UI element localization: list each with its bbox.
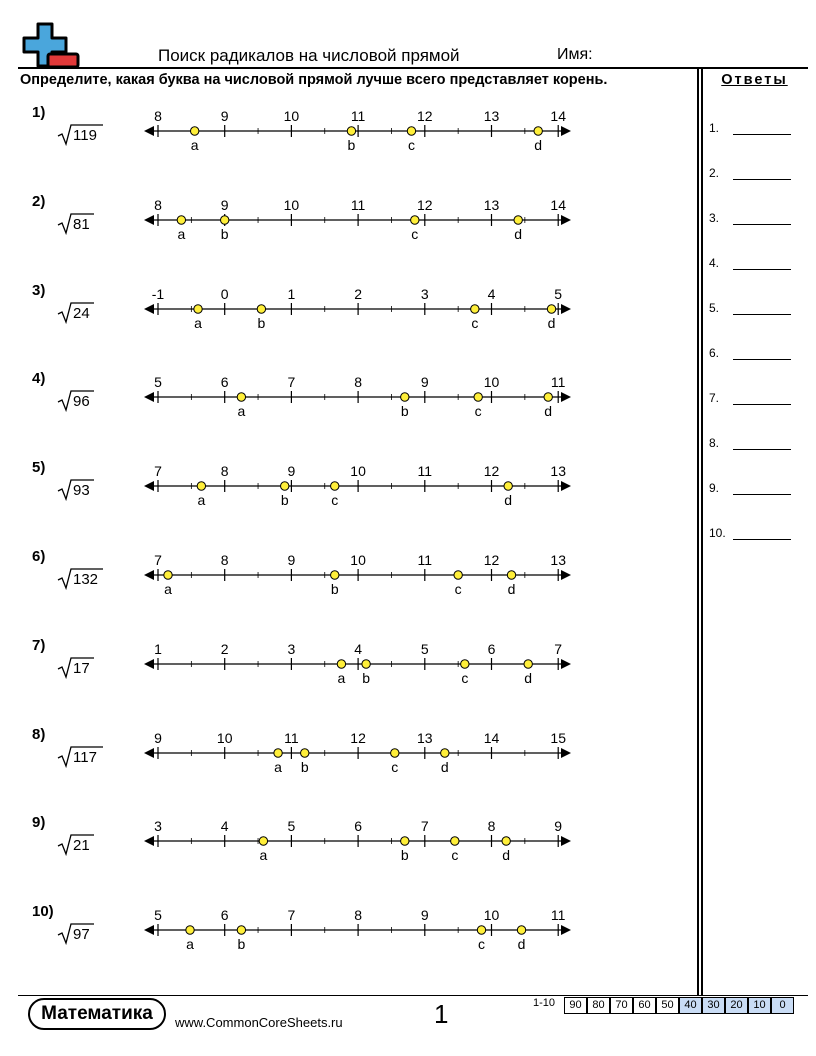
tick-label: 10	[350, 463, 366, 480]
arrow-right-icon	[561, 659, 571, 669]
answer-blank[interactable]	[733, 314, 791, 315]
tick-label: 13	[483, 108, 500, 124]
problem-number: 9)	[32, 814, 46, 832]
point-label: b	[347, 137, 356, 153]
answer-blank[interactable]	[733, 179, 791, 180]
arrow-right-icon	[561, 304, 571, 314]
tick-label: 8	[154, 108, 162, 124]
point-marker	[474, 393, 482, 401]
tick-label: 8	[220, 463, 229, 480]
radical-expression	[56, 832, 116, 858]
page-number: 1	[434, 999, 449, 1029]
plus-minus-logo	[22, 22, 80, 70]
point-label: a	[177, 225, 186, 242]
point-marker	[190, 127, 198, 135]
tick-label: 3	[154, 818, 162, 835]
tick-label: 4	[354, 640, 362, 657]
radical-expression	[56, 566, 116, 592]
number-line	[140, 367, 580, 427]
tick-label: 12	[483, 463, 500, 480]
tick-label: 11	[417, 463, 433, 480]
arrow-right-icon	[561, 836, 571, 846]
answer-number: 5.	[709, 301, 720, 315]
footer-divider	[18, 995, 808, 996]
tick-label: 7	[287, 907, 296, 924]
tick-label: 6	[487, 640, 496, 657]
point-label: a	[186, 936, 194, 953]
point-label: c	[411, 225, 419, 242]
point-label: a	[164, 581, 172, 597]
tick-label: 6	[220, 374, 229, 391]
answer-number: 4.	[709, 256, 720, 270]
point-marker	[544, 393, 552, 401]
tick-label: 9	[220, 196, 229, 213]
point-label: c	[331, 492, 339, 509]
header-divider	[18, 67, 808, 69]
score-cell: 70	[610, 997, 633, 1014]
radicand: 117	[73, 748, 97, 766]
site-url[interactable]: www.CommonCoreSheets.ru	[175, 1015, 343, 1030]
tick-label: 2	[220, 640, 229, 657]
answer-number: 2.	[709, 166, 720, 180]
answer-number: 8.	[709, 436, 720, 450]
tick-label: 8	[154, 196, 162, 213]
point-label: b	[330, 581, 339, 597]
point-marker	[411, 216, 419, 224]
radicand: 96	[73, 393, 90, 411]
radical-expression	[56, 122, 116, 148]
tick-label: 10	[483, 374, 500, 391]
point-marker	[477, 926, 485, 934]
number-line	[140, 456, 580, 516]
point-label: b	[237, 936, 246, 953]
arrow-left-icon	[144, 659, 154, 669]
problem-number: 10)	[32, 903, 54, 921]
tick-label: 6	[354, 818, 362, 835]
point-label: c	[407, 137, 415, 153]
problem-number: 2)	[32, 192, 46, 210]
tick-label: 4	[487, 285, 496, 302]
radicand: 132	[73, 571, 99, 588]
point-label: b	[400, 847, 409, 864]
tick-label: 13	[550, 463, 566, 480]
point-label: d	[502, 847, 511, 864]
point-marker	[547, 304, 555, 312]
problem-number: 1)	[32, 104, 46, 121]
score-cell: 30	[702, 997, 725, 1014]
answer-blank[interactable]	[733, 494, 791, 495]
point-label: c	[454, 581, 462, 597]
point-marker	[391, 748, 399, 756]
score-cell: 60	[633, 997, 656, 1014]
point-marker	[281, 482, 289, 490]
point-marker	[524, 660, 532, 668]
answer-number: 3.	[709, 211, 720, 225]
score-range-label: 1-10	[533, 997, 556, 1009]
answer-blank[interactable]	[733, 134, 791, 135]
tick-label: 10	[216, 729, 233, 746]
name-label: Имя:	[557, 46, 593, 63]
point-marker	[177, 216, 185, 224]
tick-label: 7	[154, 463, 162, 480]
tick-label: 5	[420, 640, 429, 657]
tick-label: 15	[550, 729, 566, 746]
arrow-right-icon	[561, 925, 571, 935]
number-line	[140, 723, 580, 783]
arrow-left-icon	[144, 304, 154, 314]
tick-label: 14	[483, 729, 500, 746]
score-cell: 40	[679, 997, 702, 1014]
answer-number: 1.	[709, 121, 720, 135]
point-label: b	[400, 403, 409, 420]
tick-label: 11	[350, 108, 366, 124]
radical-expression	[56, 921, 116, 947]
point-marker	[259, 837, 267, 845]
answer-blank[interactable]	[733, 449, 791, 450]
arrow-left-icon	[144, 570, 154, 580]
point-label: b	[362, 669, 371, 686]
point-marker	[451, 837, 459, 845]
tick-label: 9	[420, 907, 429, 924]
number-line	[140, 101, 580, 161]
point-label: a	[237, 403, 246, 420]
point-marker	[401, 393, 409, 401]
number-line	[140, 545, 580, 605]
tick-label: 12	[417, 108, 433, 124]
number-line	[140, 634, 580, 694]
point-marker	[237, 926, 245, 934]
arrow-right-icon	[561, 392, 571, 402]
tick-label: 11	[550, 374, 566, 391]
point-label: d	[534, 137, 543, 153]
subject-badge: Математика	[28, 998, 166, 1030]
radical-expression	[56, 744, 116, 770]
arrow-left-icon	[144, 925, 154, 935]
tick-label: 3	[287, 640, 296, 657]
point-label: d	[440, 758, 449, 775]
tick-label: 9	[154, 729, 162, 746]
tick-label: 10	[350, 552, 366, 568]
problem-number: 3)	[32, 281, 46, 299]
point-marker	[504, 482, 512, 490]
point-marker	[507, 571, 515, 579]
tick-label: 9	[420, 374, 429, 391]
tick-label: 8	[220, 552, 229, 568]
arrow-right-icon	[561, 215, 571, 225]
tick-label: 12	[350, 729, 366, 746]
tick-label: 5	[287, 818, 296, 835]
point-marker	[534, 127, 542, 135]
tick-label: 6	[220, 907, 229, 924]
tick-label: 9	[220, 108, 229, 124]
score-cell: 20	[725, 997, 748, 1014]
point-label: a	[194, 314, 202, 331]
point-label: c	[451, 847, 459, 864]
tick-label: 11	[417, 552, 433, 568]
number-line	[140, 811, 580, 871]
answer-number: 10.	[709, 526, 726, 540]
radical-expression	[56, 300, 116, 326]
tick-label: 1	[154, 640, 162, 657]
tick-label: 11	[350, 196, 366, 213]
arrow-left-icon	[144, 748, 154, 758]
point-label: b	[280, 492, 289, 509]
answer-blank[interactable]	[733, 359, 791, 360]
point-marker	[197, 482, 205, 490]
radical-expression	[56, 477, 116, 503]
point-marker	[257, 304, 265, 312]
problem-number: 8)	[32, 725, 46, 743]
tick-label: 7	[554, 640, 563, 657]
arrow-left-icon	[144, 215, 154, 225]
tick-label: 13	[550, 552, 566, 568]
point-marker	[301, 748, 309, 756]
answers-title: Ответы	[721, 72, 788, 88]
number-line	[140, 190, 580, 250]
arrow-left-icon	[144, 392, 154, 402]
radicand: 81	[73, 215, 90, 233]
tick-label: 1	[287, 285, 296, 302]
number-line	[140, 900, 580, 960]
point-label: b	[257, 314, 266, 331]
point-marker	[502, 837, 510, 845]
point-label: d	[504, 492, 513, 509]
point-label: d	[547, 314, 556, 331]
arrow-right-icon	[561, 748, 571, 758]
answer-blank[interactable]	[733, 539, 791, 540]
point-label: a	[190, 137, 199, 153]
tick-label: 10	[283, 108, 300, 124]
point-label: c	[471, 314, 479, 331]
point-marker	[331, 482, 339, 490]
tick-label: 8	[354, 374, 362, 391]
problem-number: 5)	[32, 459, 46, 477]
arrow-right-icon	[561, 570, 571, 580]
point-label: d	[517, 936, 526, 953]
point-label: c	[391, 758, 399, 775]
radicand: 93	[73, 482, 90, 500]
tick-label: 11	[284, 729, 299, 746]
instructions: Определите, какая буква на числовой прямой лучше всего представляет корень.	[20, 72, 608, 88]
arrow-right-icon	[561, 481, 571, 491]
answer-blank[interactable]	[733, 224, 791, 225]
tick-label: 5	[554, 285, 563, 302]
tick-label: 14	[550, 196, 566, 213]
point-marker	[454, 571, 462, 579]
score-cell: 10	[748, 997, 771, 1014]
tick-label: 10	[283, 196, 300, 213]
problem-number: 6)	[32, 548, 46, 565]
point-marker	[461, 660, 469, 668]
radicand: 17	[73, 659, 90, 677]
arrow-right-icon	[561, 126, 571, 136]
score-cell: 0	[771, 997, 794, 1014]
radicand: 24	[73, 304, 90, 322]
point-marker	[471, 304, 479, 312]
tick-label: 12	[417, 196, 433, 213]
tick-label: 9	[287, 463, 296, 480]
point-marker	[331, 571, 339, 579]
tick-label: 0	[220, 285, 229, 302]
tick-label: 7	[420, 818, 429, 835]
radical-expression	[56, 388, 116, 414]
point-label: d	[524, 669, 533, 686]
answer-number: 9.	[709, 481, 720, 495]
worksheet-title: Поиск радикалов на числовой прямой	[158, 46, 460, 65]
radicand: 21	[73, 837, 90, 855]
answer-number: 6.	[709, 346, 720, 360]
point-marker	[407, 127, 415, 135]
tick-label: 13	[417, 729, 433, 746]
tick-label: 7	[154, 552, 162, 568]
tick-label: 5	[154, 374, 162, 391]
tick-label: 8	[354, 907, 362, 924]
arrow-left-icon	[144, 836, 154, 846]
score-cell: 90	[564, 997, 587, 1014]
radicand: 97	[73, 926, 90, 944]
tick-label: 11	[550, 907, 566, 924]
point-marker	[401, 837, 409, 845]
point-marker	[362, 660, 370, 668]
point-marker	[337, 660, 345, 668]
tick-label: 12	[483, 552, 500, 568]
number-line	[140, 279, 580, 339]
point-label: d	[514, 225, 523, 242]
point-marker	[347, 127, 355, 135]
tick-label: 9	[287, 552, 296, 568]
point-label: a	[274, 758, 282, 775]
tick-label: 14	[550, 108, 566, 124]
point-marker	[237, 393, 245, 401]
point-label: c	[461, 669, 469, 686]
point-label: a	[259, 847, 268, 864]
answer-column-divider	[701, 67, 703, 996]
point-marker	[164, 571, 172, 579]
point-label: b	[220, 225, 229, 242]
point-label: a	[197, 492, 206, 509]
answer-blank[interactable]	[733, 404, 791, 405]
point-marker	[441, 748, 449, 756]
problem-number: 4)	[32, 370, 46, 388]
point-label: d	[507, 581, 516, 597]
tick-label: 7	[287, 374, 296, 391]
tick-label: 2	[354, 285, 362, 302]
tick-label: -1	[151, 285, 165, 302]
problem-number: 7)	[32, 636, 46, 654]
tick-label: 13	[483, 196, 500, 213]
point-label: c	[474, 403, 482, 420]
answer-number: 7.	[709, 391, 720, 405]
answer-column-divider	[697, 67, 699, 996]
score-cell: 80	[587, 997, 610, 1014]
point-marker	[194, 304, 202, 312]
tick-label: 3	[420, 285, 429, 302]
point-marker	[186, 926, 194, 934]
tick-label: 4	[220, 818, 229, 835]
score-cell: 50	[656, 997, 679, 1014]
point-label: c	[477, 936, 485, 953]
tick-label: 5	[154, 907, 162, 924]
radical-expression	[56, 655, 116, 681]
tick-label: 8	[487, 818, 496, 835]
point-marker	[517, 926, 525, 934]
point-marker	[514, 216, 522, 224]
arrow-left-icon	[144, 126, 154, 136]
tick-label: 9	[554, 818, 563, 835]
point-marker	[221, 216, 229, 224]
tick-label: 10	[483, 907, 500, 924]
point-label: d	[544, 403, 553, 420]
point-label: b	[300, 758, 309, 775]
point-label: a	[337, 669, 346, 686]
radical-expression	[56, 211, 116, 237]
radicand: 119	[73, 127, 97, 144]
arrow-left-icon	[144, 481, 154, 491]
point-marker	[274, 748, 282, 756]
answer-blank[interactable]	[733, 269, 791, 270]
